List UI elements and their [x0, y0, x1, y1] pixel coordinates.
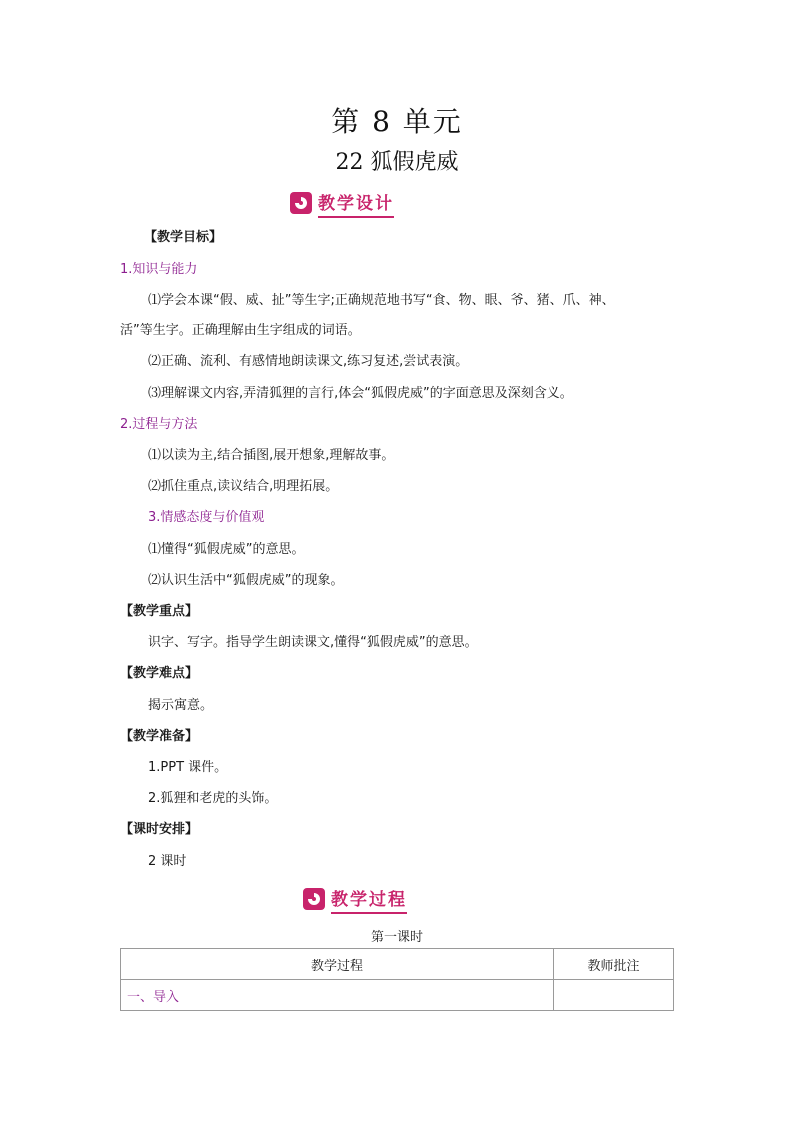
process-item: ⑵抓住重点,读议结合,明理拓展。 [148, 479, 339, 494]
preparation-item: 1.PPT 课件。 [148, 760, 228, 775]
session-label: 第一课时 [370, 930, 423, 945]
table-row [121, 980, 674, 1011]
emotion-title: 3.情感态度与价值观 [148, 510, 265, 525]
unit-title: 第 8 单元 [331, 105, 463, 138]
knowledge-item: 活”等生字。正确理解由生字组成的词语。 [120, 323, 361, 338]
schedule-heading: 【课时安排】 [120, 822, 199, 837]
key-points-text: 识字、写字。指导学生朗读课文,懂得“狐假虎威”的意思。 [148, 635, 478, 650]
key-points-heading: 【教学重点】 [120, 604, 199, 619]
table-header-row [121, 949, 674, 980]
knowledge-item: ⑴学会本课“假、威、扯”等生字;正确规范地书写“食、物、眼、爷、猪、爪、神、 [148, 293, 615, 308]
lesson-title: 22 狐假虎威 [335, 150, 459, 175]
column-header-process: 教学过程 [121, 949, 554, 980]
knowledge-item: ⑶理解课文内容,弄清狐狸的言行,体会“狐假虎威”的字面意思及深刻含义。 [148, 386, 573, 401]
knowledge-title: 1.知识与能力 [120, 262, 198, 277]
table-cell-notes [554, 980, 674, 1011]
process-item: ⑴以读为主,结合插图,展开想象,理解故事。 [148, 448, 395, 463]
process-title: 2.过程与方法 [120, 417, 198, 432]
objectives-heading: 【教学目标】 [144, 230, 223, 245]
banner-teaching-design [290, 190, 394, 216]
difficulties-text: 揭示寓意。 [148, 698, 214, 713]
difficulties-heading: 【教学难点】 [120, 666, 199, 681]
preparation-heading: 【教学准备】 [120, 729, 199, 744]
emotion-item: ⑵认识生活中“狐假虎威”的现象。 [148, 573, 344, 588]
column-header-notes: 教师批注 [554, 949, 674, 980]
banner-label: 教学过程 [331, 885, 407, 914]
preparation-item: 2.狐狸和老虎的头饰。 [148, 791, 278, 806]
schedule-text: 2 课时 [148, 854, 187, 869]
table-cell-step: 一、导入 [121, 980, 554, 1011]
spiral-logo-icon [290, 192, 312, 214]
process-table [120, 948, 674, 1011]
emotion-item: ⑴懂得“狐假虎威”的意思。 [148, 542, 305, 557]
knowledge-item: ⑵正确、流利、有感情地朗读课文,练习复述,尝试表演。 [148, 354, 469, 369]
banner-teaching-process [303, 886, 407, 912]
spiral-logo-icon [303, 888, 325, 910]
banner-label: 教学设计 [318, 189, 394, 218]
